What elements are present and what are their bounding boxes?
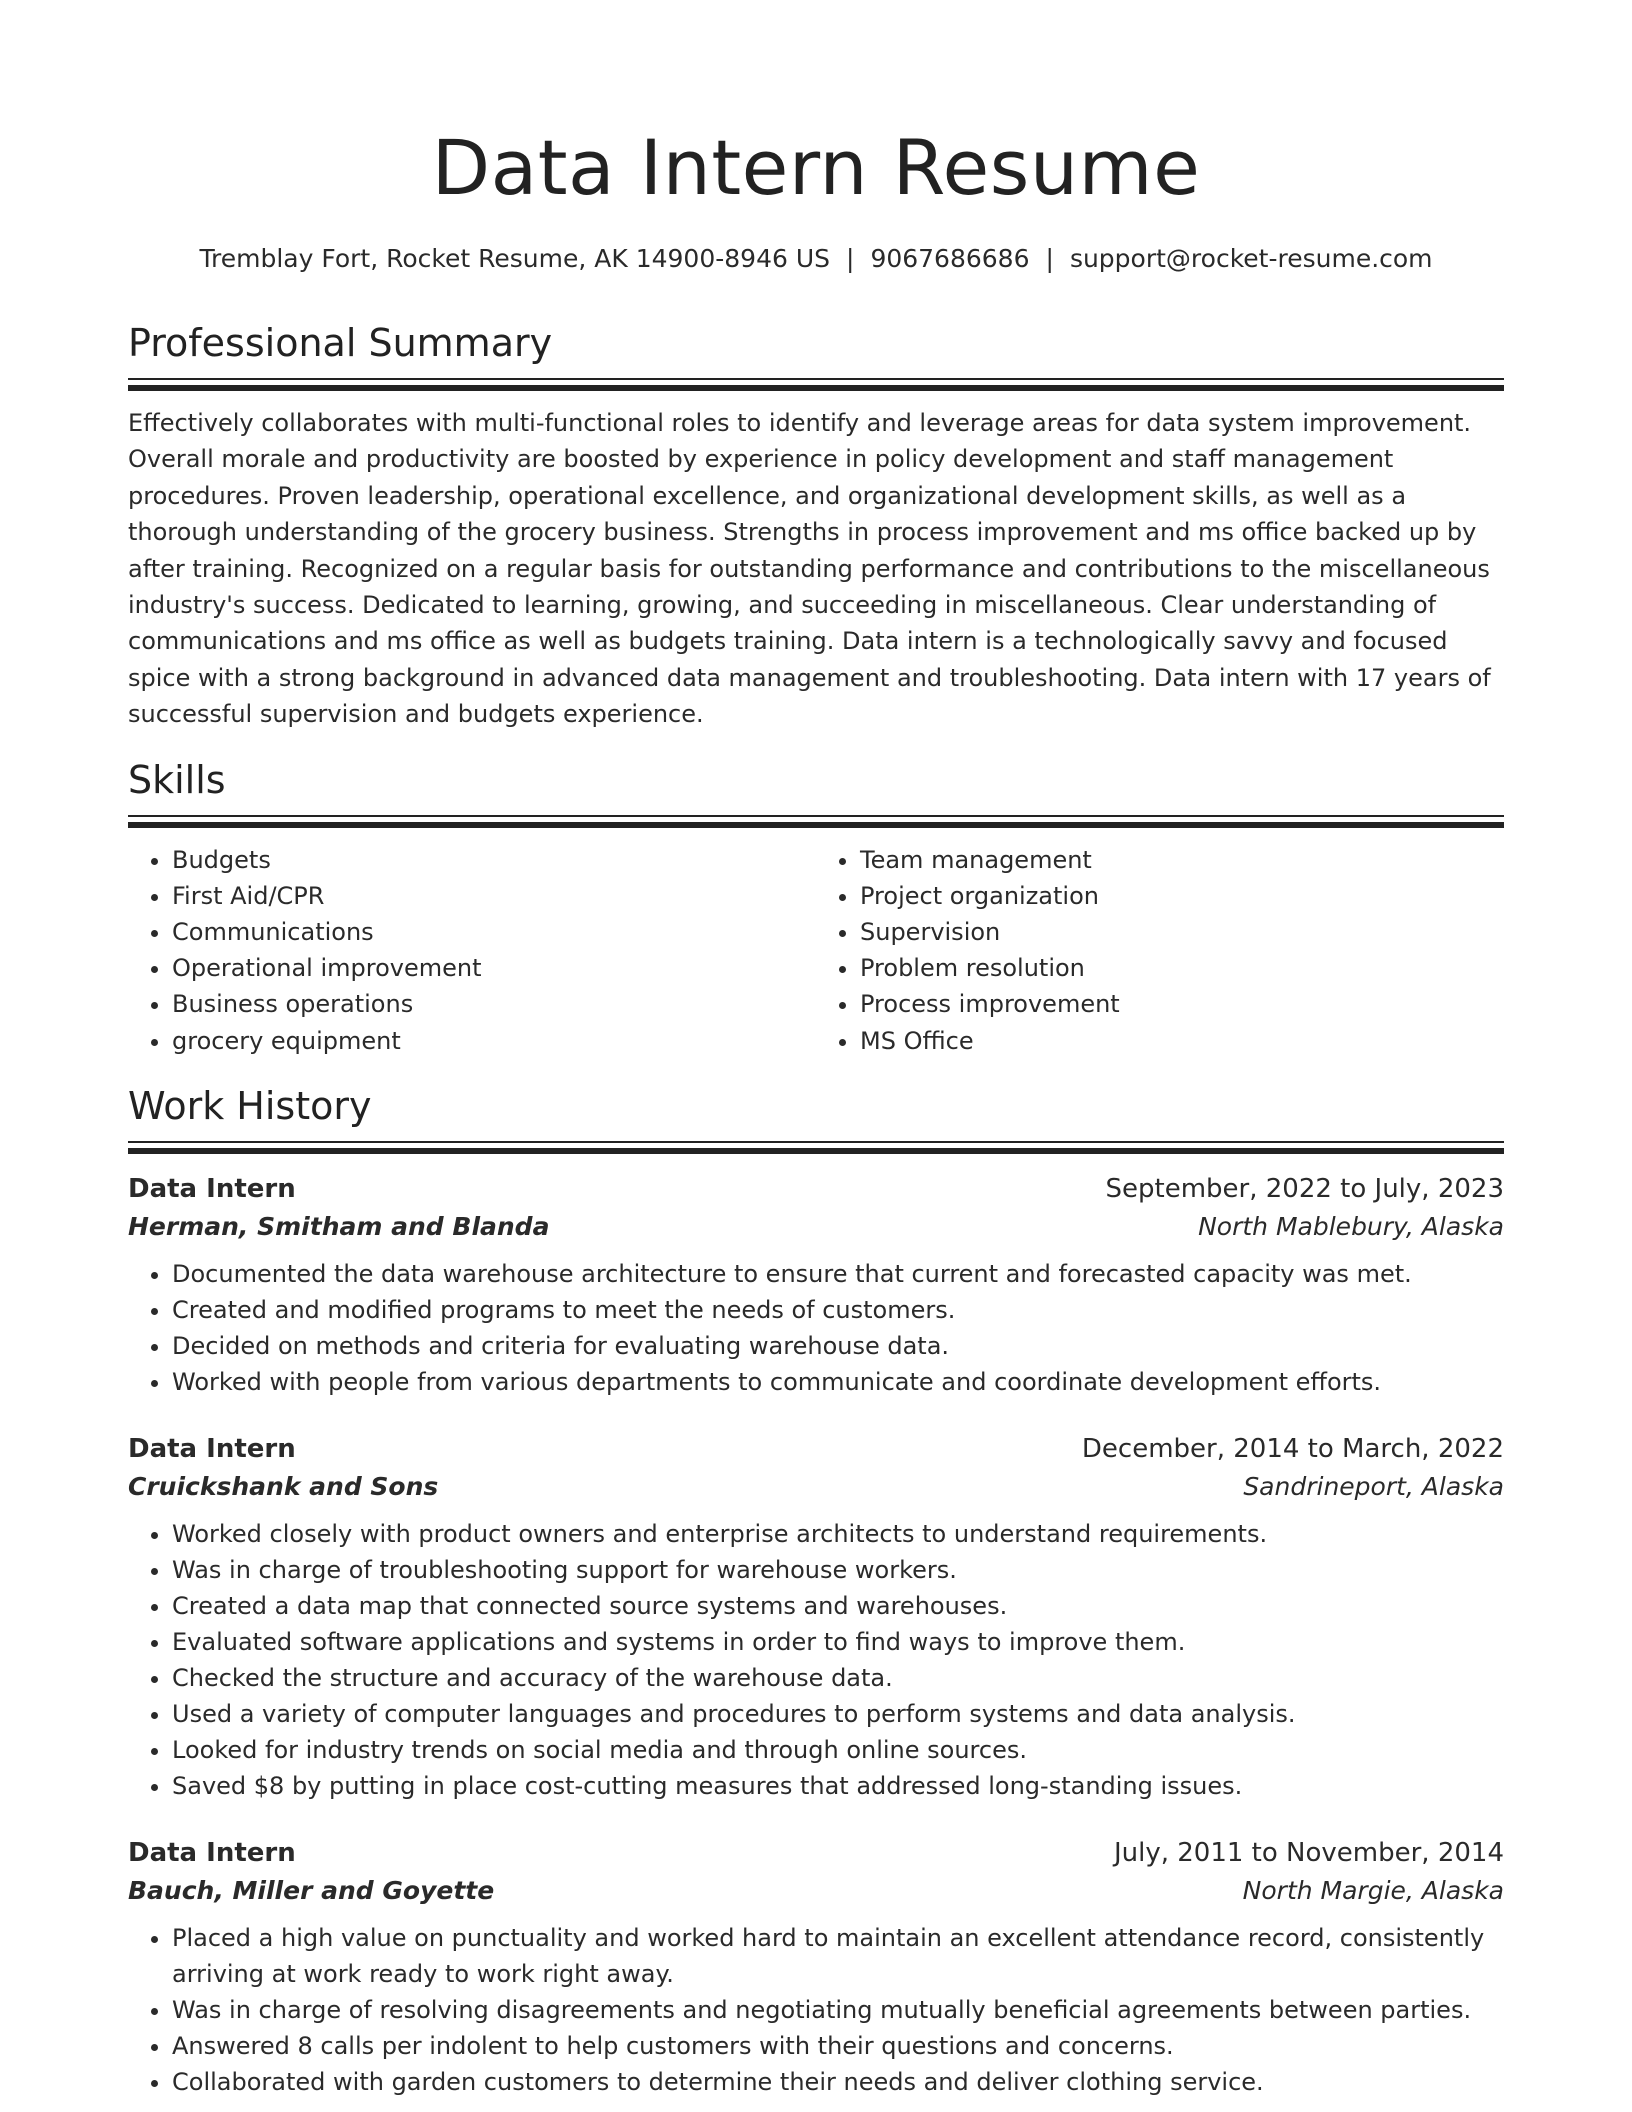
skills-heading: Skills: [128, 757, 226, 802]
contact-separator: |: [1045, 244, 1054, 273]
job-bullets: [128, 1516, 1504, 1804]
job-location: North Mablebury, Alaska: [1198, 1211, 1504, 1241]
skill-item: • Operational improvement: [172, 950, 816, 986]
job-bullet: • Used a variety of computer languages and procedures to perform systems and data analysis.: [172, 1696, 1504, 1732]
skill-item: • MS Office: [860, 1023, 1504, 1059]
job-bullet: • Documented the data warehouse architecture to ensure that current and forecasted capacity was met.: [172, 1256, 1504, 1292]
skill-item: • Business operations: [172, 986, 816, 1022]
skill-item: • Budgets: [172, 842, 816, 878]
job-bullet: • Created and modified programs to meet the needs of customers.: [172, 1292, 1504, 1328]
job-location: Sandrineport, Alaska: [1243, 1471, 1504, 1501]
job-bullet: • Collaborated with garden customers to determine their needs and deliver clothing service.: [172, 2064, 1504, 2100]
skill-item: • Communications: [172, 914, 816, 950]
contact-line: [128, 242, 1504, 276]
contact-address: Tremblay Fort, Rocket Resume, AK 14900-8946 US: [199, 244, 830, 273]
job-bullet: • Checked the structure and accuracy of the warehouse data.: [172, 1660, 1504, 1696]
job-bullet: • Decided on methods and criteria for evaluating warehouse data.: [172, 1328, 1504, 1364]
contact-email: support@rocket-resume.com: [1069, 244, 1433, 273]
job-bullet: • Created a data map that connected source systems and warehouses.: [172, 1588, 1504, 1624]
work-history-heading: Work History: [128, 1083, 372, 1128]
job-dates: December, 2014 to March, 2022: [1081, 1433, 1504, 1464]
job-title: Data Intern: [128, 1837, 296, 1868]
skill-item: • Problem resolution: [860, 950, 1504, 986]
job-bullet: • Saved $8 by putting in place cost-cutting measures that addressed long-standing issues.: [172, 1768, 1504, 1804]
job-bullets: [128, 1920, 1504, 2100]
job-bullets: [128, 1256, 1504, 1400]
summary-heading: Professional Summary: [128, 321, 553, 365]
job-entry: [128, 1430, 1504, 1804]
job-title: Data Intern: [128, 1433, 296, 1464]
job-bullet: • Was in charge of troubleshooting support for warehouse workers.: [172, 1552, 1504, 1588]
skill-item: • Team management: [860, 842, 1504, 878]
job-company: Cruickshank and Sons: [128, 1471, 439, 1501]
skill-item: • First Aid/CPR: [172, 878, 816, 914]
job-bullet: • Worked closely with product owners and enterprise architects to understand requirements.: [172, 1516, 1504, 1552]
skills-section: [128, 757, 1504, 1059]
job-bullet: • Was in charge of resolving disagreements and negotiating mutually beneficial agreements between parties.: [172, 1992, 1504, 2028]
job-location: North Margie, Alaska: [1242, 1875, 1504, 1905]
job-bullet: • Looked for industry trends on social media and through online sources.: [172, 1732, 1504, 1768]
job-entry: [128, 1834, 1504, 2100]
job-bullet: • Worked with people from various departments to communicate and coordinate development efforts.: [172, 1364, 1504, 1400]
section-divider: [128, 1141, 1504, 1154]
summary-text: Effectively collaborates with multi-functional roles to identify and leverage areas for data system improvement. Overall morale and productivity are boosted by experience in policy development and staff management procedures. Proven leadership, operational excellence, and organizational development skills, as well as a thorough understanding of the grocery business. Strengths in process improvement and ms office backed up by after training. Recognized on a regular basis for outstanding performance and contributions to the miscellaneous industry's success. Dedicated to learning, growing, and succeeding in miscellaneous. Clear understanding of communications and ms office as well as budgets training. Data intern is a technologically savvy and focused spice with a strong background in advanced data management and troubleshooting. Data intern with 17 years of successful supervision and budgets experience.: [128, 409, 1491, 729]
job-bullet: • Placed a high value on punctuality and worked hard to maintain an excellent attendance record, consistently arriving at work ready to work right away.: [172, 1920, 1504, 1992]
job-company: Herman, Smitham and Blanda: [128, 1211, 550, 1241]
skill-item: • Project organization: [860, 878, 1504, 914]
skill-item: • Supervision: [860, 914, 1504, 950]
skills-list: [128, 842, 1504, 1059]
job-bullet: • Answered 8 calls per indolent to help customers with their questions and concerns.: [172, 2028, 1504, 2064]
section-divider: [128, 378, 1504, 391]
resume-title: Data Intern Resume: [431, 123, 1201, 212]
work-history-section: [128, 1083, 1504, 2100]
skill-item: • Process improvement: [860, 986, 1504, 1022]
job-dates: July, 2011 to November, 2014: [1113, 1837, 1504, 1868]
job-bullet: • Evaluated software applications and systems in order to find ways to improve them.: [172, 1624, 1504, 1660]
job-company: Bauch, Miller and Goyette: [128, 1875, 495, 1905]
skill-item: • grocery equipment: [172, 1023, 816, 1059]
job-title: Data Intern: [128, 1173, 296, 1204]
contact-phone: 9067686686: [870, 244, 1030, 273]
skills-column-left: [128, 842, 816, 1059]
skills-column-right: [816, 842, 1504, 1059]
job-entry: [128, 1170, 1504, 1400]
job-dates: September, 2022 to July, 2023: [1105, 1173, 1504, 1204]
contact-separator: |: [846, 244, 855, 273]
summary-section: [128, 320, 1504, 733]
section-divider: [128, 815, 1504, 828]
